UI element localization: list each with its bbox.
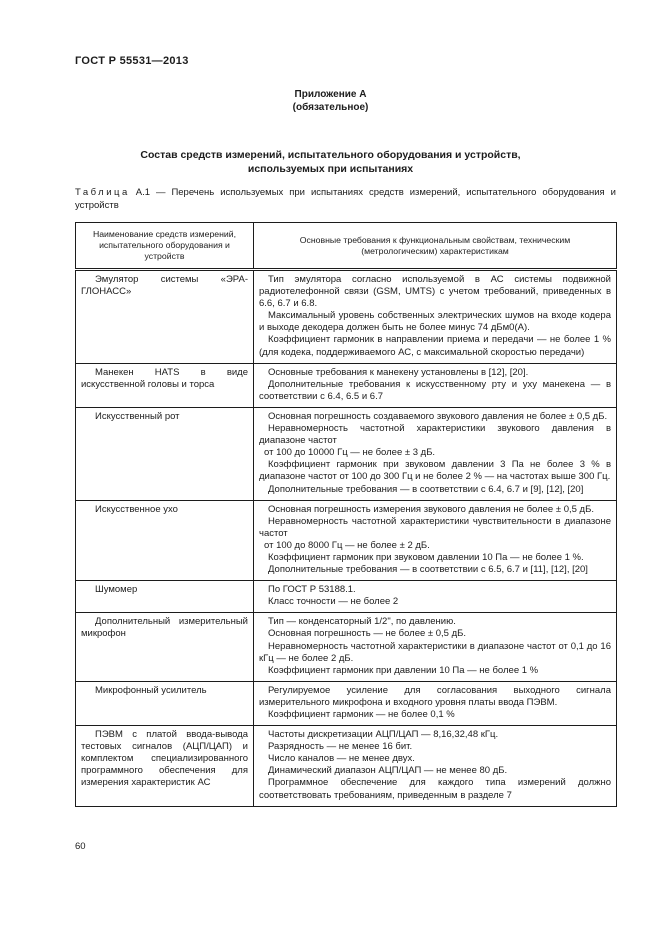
equipment-name: Искусственное ухо	[95, 503, 178, 515]
requirement-paragraph: Дополнительные требования к искусственному рту и уху манекена — в соответствии с 6.4, 6.5 и 6.7	[259, 378, 611, 402]
table-row	[76, 500, 617, 581]
requirement-paragraph: Программное обеспечение для каждого типа измерений должно соответствовать требованиям, приведенным в разделе 7	[259, 777, 611, 801]
requirement-paragraph: Неравномерность частотной характеристики чувствительности в диапазоне частот	[259, 515, 611, 539]
requirement-paragraph: Неравномерность частотной характеристики звукового давления в диапазоне частот	[259, 423, 611, 447]
table-row	[76, 726, 617, 807]
requirement-paragraph: Коэффициент гармоник — не более 0,1 %	[268, 709, 455, 720]
requirements-cell	[254, 363, 617, 407]
equipment-name-cell	[76, 581, 254, 613]
requirement-paragraph: Основная погрешность измерения звукового давления не более ± 0,5 дБ.	[268, 503, 594, 515]
table-row	[76, 681, 617, 725]
requirement-paragraph: Основная погрешность — не более ± 0,5 дБ.	[268, 628, 467, 640]
equipment-name-cell	[76, 363, 254, 407]
equipment-name-cell	[76, 270, 254, 364]
requirement-paragraph: Коэффициент гармоник в направлении приема и передачи — не более 1 % (для кодека, поддерживаемого АС, с максимальной скоростью передачи)	[259, 334, 611, 358]
requirement-paragraph: Дополнительные требования — в соответствии с 6.4, 6.7 и [9], [12], [20]	[268, 483, 584, 495]
annex-kind: (обязательное)	[292, 102, 369, 113]
requirement-paragraph: Тип эмулятора согласно используемой в АС системы подвижной радиотелефонной связи (GSM, UMTS) с учетом требований, приведенных в 6.6, 6.7 и 6.8.	[259, 274, 611, 310]
equipment-name: Эмулятор системы «ЭРА-ГЛОНАСС»	[81, 274, 248, 298]
equipment-table	[75, 222, 617, 807]
table-body	[76, 270, 617, 807]
requirements-cell	[254, 270, 617, 364]
table-caption-label: Таблица	[75, 187, 130, 198]
requirement-paragraph: Основная погрешность создаваемого звукового давления не более ± 0,5 дБ.	[268, 410, 608, 422]
requirement-paragraph: Число каналов — не менее двух.	[268, 753, 415, 765]
section-title-text: Состав средств измерений, испытательного оборудования и устройств, используемых при испытаниях	[140, 149, 521, 175]
annex-label: Приложение А	[294, 89, 367, 100]
requirement-paragraph: Динамический диапазон АЦП/ЦАП — не менее 80 дБ.	[268, 765, 508, 777]
table-header-row	[76, 223, 617, 270]
requirement-paragraph: от 100 до 8000 Гц — не более ± 2 дБ.	[264, 539, 430, 551]
section-title	[0, 148, 661, 176]
equipment-name: ПЭВМ с платой ввода-вывода тестовых сигналов (АЦП/ЦАП) и комплектом специализированного программного обеспечения для измерения характеристик АС	[81, 729, 248, 789]
equipment-name: Дополнительный измерительный микрофон	[81, 616, 248, 640]
requirement-paragraph: Частоты дискретизации АЦП/ЦАП — 8,16,32,48 кГц.	[268, 729, 499, 741]
requirement-paragraph: Разрядность — не менее 16 бит.	[268, 741, 413, 753]
requirement-paragraph: Коэффициент гармоник при давлении 10 Па — не более 1 %	[268, 664, 539, 676]
requirement-paragraph: от 100 до 10000 Гц — не более ± 3 дБ.	[264, 447, 436, 459]
page-number: 60	[75, 841, 86, 852]
requirements-cell	[254, 681, 617, 725]
table-row	[76, 581, 617, 613]
requirement-paragraph: Максимальный уровень собственных электрических шумов на входе кодера и выходе декодера должен быть не более минус 74 дБм0(А).	[259, 310, 611, 334]
equipment-name-cell	[76, 681, 254, 725]
table-row	[76, 270, 617, 364]
doc-number: ГОСТ Р 55531—2013	[75, 55, 189, 67]
table-caption-text: А.1 — Перечень используемых при испытаниях средств измерений, испытательного оборудования и устройств	[75, 187, 616, 211]
equipment-name: Шумомер	[95, 584, 138, 596]
equipment-name-cell	[76, 407, 254, 500]
column-header-equipment: Наименование средств измерений, испытательного оборудования и устройств	[76, 223, 254, 270]
requirements-cell	[254, 407, 617, 500]
equipment-name: Искусственный рот	[95, 410, 180, 422]
equipment-name-cell	[76, 726, 254, 807]
requirement-paragraph: Тип — конденсаторный 1/2", по давлению.	[268, 616, 456, 628]
equipment-name-cell	[76, 500, 254, 581]
equipment-name-cell	[76, 613, 254, 681]
table-row	[76, 407, 617, 500]
requirement-paragraph: Неравномерность частотной характеристики в диапазоне частот от 0,1 до 16 кГц — не более 2 дБ.	[259, 640, 611, 664]
column-header-requirements: Основные требования к функциональным свойствам, техническим (метрологическим) характеристикам	[254, 223, 617, 270]
table-caption	[75, 186, 616, 212]
requirements-cell	[254, 581, 617, 613]
requirement-paragraph: Класс точности — не более 2	[268, 596, 399, 608]
requirement-paragraph: Регулируемое усиление для согласования выходного сигнала измерительного микрофона и входного уровня платы ввода ПЭВМ.	[259, 684, 611, 708]
table-row	[76, 613, 617, 681]
equipment-name: Микрофонный усилитель	[95, 684, 207, 696]
table-row	[76, 363, 617, 407]
requirement-paragraph: По ГОСТ Р 53188.1.	[268, 584, 356, 596]
table-header	[76, 223, 617, 270]
requirement-paragraph: Основные требования к манекену установлены в [12], [20].	[268, 366, 529, 378]
requirements-cell	[254, 613, 617, 681]
equipment-name: Манекен HATS в виде искусственной головы и торса	[81, 366, 248, 390]
requirements-cell	[254, 726, 617, 807]
requirement-paragraph: Дополнительные требования — в соответствии с 6.5, 6.7 и [11], [12], [20]	[268, 564, 588, 576]
requirement-paragraph: Коэффициент гармоник при звуковом давлении 3 Па не более 3 % в диапазоне частот от 100 до 300 Гц и не более 2 % — на частотах выше 300 Гц.	[259, 459, 611, 483]
annex-heading	[0, 88, 661, 114]
requirements-cell	[254, 500, 617, 581]
requirement-paragraph: Коэффициент гармоник при звуковом давлении 10 Па — не более 1 %.	[268, 551, 584, 563]
